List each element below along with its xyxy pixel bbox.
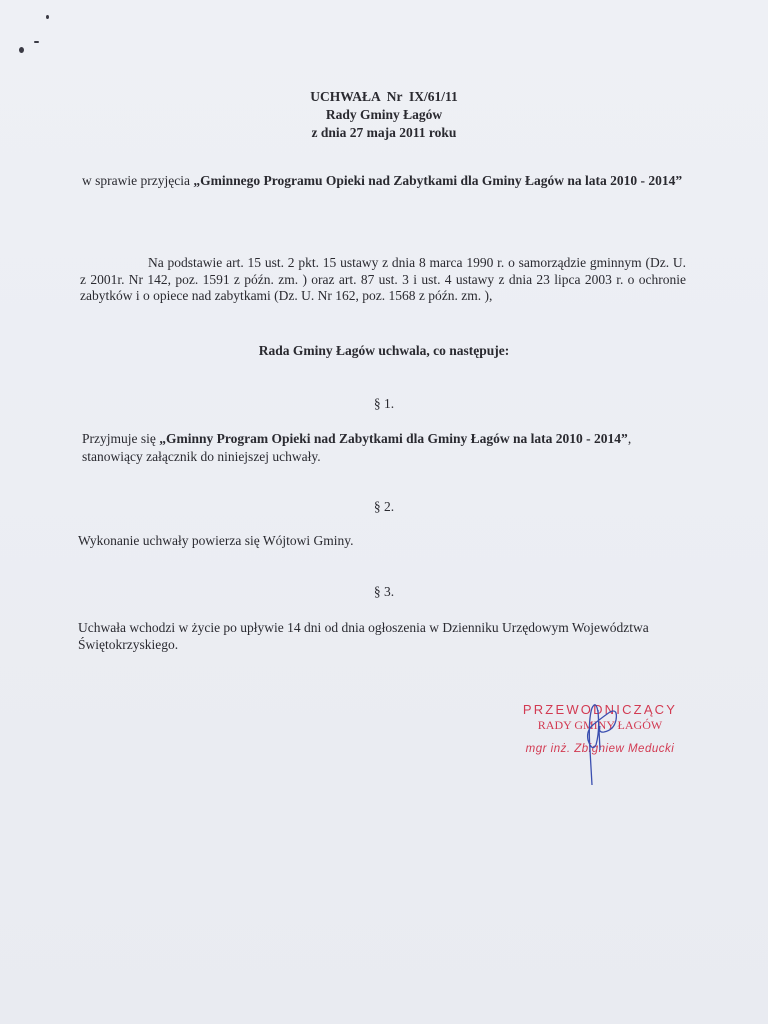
- handwritten-signature: [570, 690, 630, 790]
- resolution-subject: [82, 172, 692, 190]
- stamp-body: RADY GMINY ŁAGÓW: [537, 718, 663, 732]
- stamp-name: mgr inż. Zbigniew Meducki: [525, 743, 675, 755]
- resolution-number: UCHWAŁA Nr IX/61/11: [310, 89, 458, 104]
- document-header: [0, 88, 768, 142]
- paragraph-2-number: § 2.: [373, 499, 395, 514]
- paragraph-1-program-title: „Gminny Program Opieki nad Zabytkami dla Gminy Łagów na lata 2010 - 2014”: [159, 431, 628, 446]
- stamp-title: PRZEWODNICZĄCY: [522, 702, 678, 717]
- paragraph-1-prefix: Przyjmuje się: [82, 431, 160, 446]
- resolves-heading: Rada Gminy Łagów uchwala, co następuje:: [258, 343, 510, 358]
- paragraph-1-number: § 1.: [373, 396, 395, 411]
- paragraph-3-number: § 3.: [373, 584, 395, 599]
- scan-speck: [34, 41, 39, 43]
- scan-speck: [19, 47, 24, 53]
- issuing-body: Rady Gminy Łagów: [325, 107, 443, 122]
- resolution-date: z dnia 27 maja 2011 roku: [311, 125, 457, 140]
- subject-prefix: w sprawie przyjęcia: [82, 173, 194, 188]
- paragraph-2-text: Wykonanie uchwały powierza się Wójtowi Gminy.: [78, 533, 354, 548]
- legal-basis: Na podstawie art. 15 ust. 2 pkt. 15 ustawy z dnia 8 marca 1990 r. o samorządzie gminnym (Dz. U. z 2001r. Nr 142, poz. 1591 z późn. zm. ) oraz art. 87 ust. 3 i ust. 4 ustawy z dnia 23 lipca 2003 r. o ochronie zabytków i o opiece nad zabytkami (Dz. U. Nr 162, poz. 1568 z późn. zm. ),: [80, 255, 686, 303]
- paragraph-1-text: [82, 430, 692, 466]
- scan-speck: [46, 15, 49, 19]
- subject-title: „Gminnego Programu Opieki nad Zabytkami dla Gminy Łagów na lata 2010 - 2014”: [193, 173, 683, 188]
- paragraph-1-suffix: , stanowiący załącznik do niniejszej uchwały.: [82, 431, 632, 464]
- paragraph-3-text: Uchwała wchodzi w życie po upływie 14 dni od dnia ogłoszenia w Dzienniku Urzędowym Województwa Świętokrzyskiego.: [78, 620, 649, 652]
- signature-stroke: [588, 705, 617, 785]
